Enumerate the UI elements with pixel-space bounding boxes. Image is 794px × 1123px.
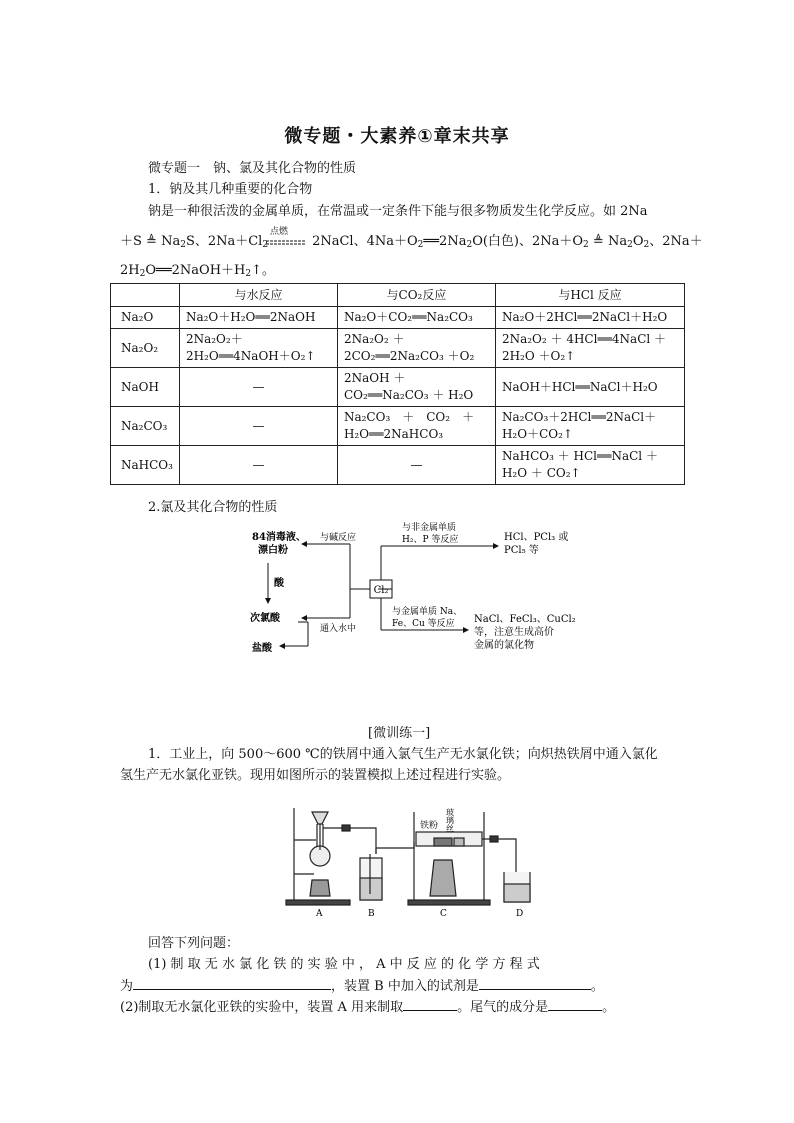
- table-header-cell: [111, 284, 180, 307]
- answer-blank[interactable]: [548, 998, 602, 1011]
- label-apparatus-c: C: [440, 909, 447, 919]
- table-header-cell: 与HCl 反应: [495, 284, 684, 307]
- chlorine-diagram: [240, 518, 600, 663]
- answer-prompt: 回答下列问题：: [148, 936, 240, 951]
- paragraph-line-1: 钠是一种很活泼的金属单质，在常温或一定条件下能与很多物质发生化学反应。如 2Na: [148, 204, 648, 219]
- answer-blank[interactable]: [479, 977, 591, 990]
- label-metal-reaction-1: 与金属单质 Na、: [392, 607, 463, 617]
- table-cell-compound: Na₂O: [111, 307, 180, 329]
- table-cell: —: [337, 446, 495, 485]
- table-cell: —: [179, 407, 337, 446]
- table-cell-compound: NaHCO₃: [111, 446, 180, 485]
- stand-base: [408, 900, 490, 905]
- table-cell: NaHCO₃ ＋ HCl══NaCl ＋ H₂O ＋ CO₂↑: [495, 446, 684, 485]
- table-cell: —: [179, 446, 337, 485]
- iron-powder: [434, 838, 452, 846]
- label-apparatus-b: B: [368, 909, 375, 919]
- label-84-disinfectant: 84消毒液、: [252, 532, 306, 543]
- label-acid: 酸: [274, 578, 284, 589]
- connecting-tube: [376, 842, 414, 854]
- subheading-sodium: 1．钠及其几种重要的化合物: [148, 182, 313, 197]
- label-pcl5: PCl₅ 等: [504, 545, 539, 556]
- table-cell: Na₂O＋2HCl══2NaCl＋H₂O: [495, 307, 684, 329]
- practice-heading: [微训练一]: [368, 726, 431, 741]
- label-metal-chlorides-1: NaCl、FeCl₃、CuCl₂: [474, 614, 576, 625]
- table-header-row: [111, 284, 685, 307]
- connecting-tube: [323, 828, 376, 854]
- table-cell-compound: Na₂CO₃: [111, 407, 180, 446]
- label-apparatus-d: D: [516, 909, 524, 919]
- table-cell-compound: Na₂O₂: [111, 329, 180, 368]
- beaker-liquid: [504, 884, 530, 902]
- alcohol-lamp: [430, 860, 456, 896]
- table-cell: 2Na₂O₂＋2H₂O══4NaOH＋O₂↑: [179, 329, 337, 368]
- table-cell: Na₂CO₃ ＋ CO₂ ＋ H₂O══2NaHCO₃: [337, 407, 495, 446]
- table-row: [111, 407, 685, 446]
- label-apparatus-a: A: [316, 909, 323, 919]
- cl2-label: Cl₂: [373, 585, 389, 596]
- dropping-funnel: [312, 812, 328, 824]
- table-header-cell: 与CO₂反应: [337, 284, 495, 307]
- table-cell: NaOH＋HCl══NaCl＋H₂O: [495, 368, 684, 407]
- reaction-condition: 点燃: [270, 227, 289, 237]
- label-hydrochloric-acid: 盐酸: [252, 643, 272, 654]
- table-header-cell: 与水反应: [179, 284, 337, 307]
- paragraph-line-2: ＋S ≜ $Na_2S$、$2Na+Cl_2$ 2NaCl、$4Na+O_2══2Na_2O$(白色)、$2Na+O_2$ ≜ $Na_2O_2$、2Na＋: [120, 234, 703, 250]
- question-1-part-1-line-1: (1) 制 取 无 水 氯 化 铁 的 实 验 中 ， A 中 反 应 的 化 学 方 程 式: [148, 957, 540, 972]
- label-bleach-powder: 漂白粉: [258, 545, 288, 556]
- table-row: [111, 368, 685, 407]
- table-cell: Na₂O＋CO₂══Na₂CO₃: [337, 307, 495, 329]
- sodium-compounds-table: [110, 283, 685, 485]
- label-react-with-base: 与碱反应: [320, 533, 357, 543]
- label-metal-reaction-2: Fe、Cu 等反应: [392, 619, 455, 629]
- label-pass-into-water: 通入水中: [320, 624, 357, 634]
- table-cell: 2Na₂O₂ ＋ 2CO₂══2Na₂CO₃ ＋O₂: [337, 329, 495, 368]
- table-cell: Na₂O＋H₂O══2NaOH: [179, 307, 337, 329]
- bottle-liquid: [360, 878, 382, 900]
- question-1-line-1: 1．工业上，向 500～600 ℃的铁屑中通入氯气生产无水氯化铁；向炽热铁屑中通入氯化: [148, 747, 658, 762]
- apparatus-diagram: [284, 798, 534, 920]
- question-1-line-2: 氢生产无水氯化亚铁。现用如图所示的装置模拟上述过程进行实验。: [120, 768, 511, 783]
- stand-base: [286, 900, 350, 905]
- label-hypochlorous-acid: 次氯酸: [250, 613, 280, 624]
- section-heading: 微专题一 钠、氯及其化合物的性质: [148, 161, 357, 176]
- table-cell: 2NaOH ＋ CO₂══Na₂CO₃ ＋ H₂O: [337, 368, 495, 407]
- table-row: [111, 329, 685, 368]
- table-row: [111, 307, 685, 329]
- glass-wool: [454, 838, 464, 846]
- table-row: [111, 446, 685, 485]
- answer-blank[interactable]: [133, 977, 331, 990]
- table-cell: —: [179, 368, 337, 407]
- question-1-part-1-line-2: 为 ，装置 B 中加入的试剂是 。: [120, 979, 604, 994]
- label-nonmetal-reaction-1: 与非金属单质: [402, 523, 457, 533]
- answer-blank[interactable]: [403, 998, 457, 1011]
- label-metal-chlorides-2: 等，注意生成高价: [474, 627, 554, 638]
- label-hcl-pcl3: HCl、PCl₃ 或: [504, 532, 569, 543]
- question-1-part-2: (2)制取无水氯化亚铁的实验中，装置 A 用来制取 。尾气的成分是 。: [120, 1000, 616, 1015]
- valve: [342, 825, 350, 831]
- valve: [490, 836, 498, 842]
- table-cell-compound: NaOH: [111, 368, 180, 407]
- page-title: 微专题・大素养①章末共享: [284, 126, 510, 147]
- label-nonmetal-reaction-2: H₂、P 等反应: [402, 535, 459, 545]
- subheading-chlorine: 2.氯及其化合物的性质: [148, 500, 278, 515]
- table-cell: 2Na₂O₂ ＋ 4HCl══4NaCl ＋ 2H₂O ＋O₂↑: [495, 329, 684, 368]
- label-metal-chlorides-3: 金属的氯化物: [474, 640, 534, 651]
- table-cell: Na₂CO₃＋2HCl══2NaCl＋H₂O＋CO₂↑: [495, 407, 684, 446]
- label-glass-wool: 玻璃丝: [445, 808, 455, 832]
- paragraph-line-3: $2H_2O══2NaOH+H_2↑$。: [120, 263, 276, 279]
- label-iron-powder: 铁粉: [420, 821, 439, 831]
- alcohol-lamp: [310, 880, 330, 896]
